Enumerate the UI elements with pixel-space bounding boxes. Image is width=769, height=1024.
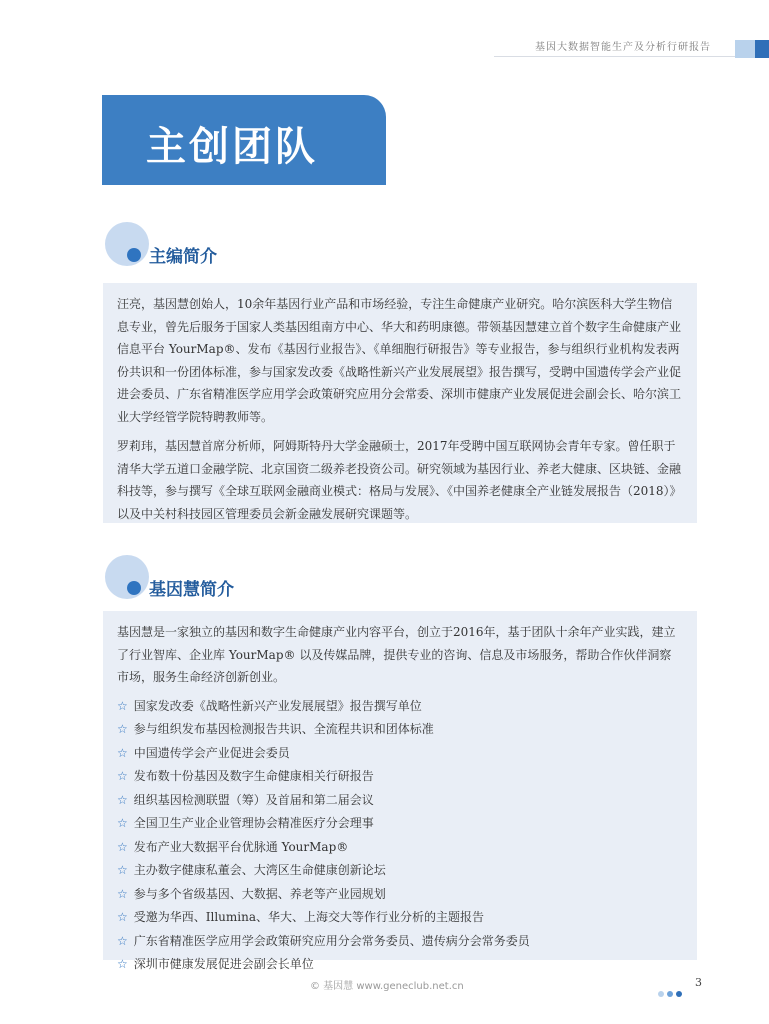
dot-icon xyxy=(127,248,141,262)
section-title: 主编简介 xyxy=(149,247,217,267)
star-icon: ☆ xyxy=(117,863,128,877)
list-item: ☆ 国家发改委《战略性新兴产业发展展望》报告撰写单位 xyxy=(117,698,422,713)
page-number: 3 xyxy=(695,976,702,989)
star-icon: ☆ xyxy=(117,910,128,924)
list-item: ☆ 中国遗传学会产业促进会委员 xyxy=(117,745,290,760)
list-item: ☆ 广东省精准医学应用学会政策研究应用分会常务委员、遗传病分会常务委员 xyxy=(117,933,530,948)
editor-paragraph: 罗莉玮，基因慧首席分析师，阿姆斯特丹大学金融硕士，2017年受聘中国互联网协会青年专家。曾任职于清华大学五道口金融学院、北京国资二级养老投资公司。研究领域为基因行业、养老大健康、区块链、金融科技等，参与撰写《全球互联网金融商业模式：格局与发展》、《中国养老健康全产业链发展报告（2018）》以及中关村科技园区管理委员会新金融发展研究课题等。 xyxy=(117,439,682,521)
list-item: ☆ 参与多个省级基因、大数据、养老等产业园规划 xyxy=(117,886,386,901)
list-item: ☆ 全国卫生产业企业管理协会精准医疗分会理事 xyxy=(117,816,374,830)
footer-text: © 基因慧 www.geneclub.net.cn xyxy=(310,981,464,992)
section-title: 基因慧简介 xyxy=(149,580,234,600)
footer-dots-icon xyxy=(658,982,685,1001)
list-item: ☆ 组织基因检测联盟（筹）及首届和第二届会议 xyxy=(117,792,374,807)
star-icon: ☆ xyxy=(117,933,128,948)
list-item: ☆ 参与组织发布基因检测报告共识、全流程共识和团体标准 xyxy=(117,722,434,736)
editor-paragraph: 汪亮，基因慧创始人，10余年基因行业产品和市场经验，专注生命健康产业研究。哈尔滨医科大学生物信息专业，曾先后服务于国家人类基因组南方中心、华大和药明康德。带领基因慧建立首个数字生命健康产业信息平台 YourMap®、发布《基因行业报告》、《单细胞行研报告》等专业报告，参与组织行业机构发表两份共识和一份团体标准，参与国家发改委《战略性新兴产业发展展望》报告撰写，受聘中国遗传学会产业促进会委员、广东省精准医学应用学会政策研究应用分会常委、深圳市健康产业发展促进会副会长、哈尔滨工业大学经管学院特聘教师等。 xyxy=(117,297,682,424)
star-icon: ☆ xyxy=(117,722,128,736)
list-item: ☆ 发布数十份基因及数字生命健康相关行研报告 xyxy=(117,769,374,783)
star-icon: ☆ xyxy=(117,745,128,760)
section-heading-editor xyxy=(105,222,405,292)
star-icon: ☆ xyxy=(117,816,128,830)
list-item: ☆ 受邀为华西、Illumina、华大、上海交大等作行业分析的主题报告 xyxy=(117,910,485,924)
company-intro-box xyxy=(103,611,697,971)
achievement-list xyxy=(117,695,683,977)
star-icon: ☆ xyxy=(117,886,128,901)
running-header: 基因大数据智能生产及分析行研报告 xyxy=(535,42,711,53)
circle-icon xyxy=(105,222,149,266)
page-title-block xyxy=(102,95,386,185)
dot-icon xyxy=(127,581,141,595)
star-icon: ☆ xyxy=(117,839,128,854)
star-icon: ☆ xyxy=(117,957,128,971)
page-title: 主创团队 xyxy=(146,124,318,170)
header-rule xyxy=(494,56,740,57)
list-item: ☆ 发布产业大数据平台优脉通 YourMap® xyxy=(117,839,349,854)
star-icon: ☆ xyxy=(117,698,128,713)
list-item: ☆ 深圳市健康发展促进会副会长单位 xyxy=(117,957,314,971)
editor-intro-box xyxy=(103,283,697,523)
star-icon: ☆ xyxy=(117,792,128,807)
company-intro-paragraph: 基因慧是一家独立的基因和数字生命健康产业内容平台，创立于2016年，基于团队十余年产业实践，建立了行业智库、企业库 YourMap® 以及传媒品牌，提供专业的咨询、信息及市场服务，帮助合作伙伴洞察市场，服务生命经济创新创业。 xyxy=(117,625,676,684)
circle-icon xyxy=(105,555,149,599)
header-tab-accent xyxy=(755,40,769,58)
list-item: ☆ 主办数字健康私董会、大湾区生命健康创新论坛 xyxy=(117,863,386,877)
star-icon: ☆ xyxy=(117,769,128,783)
